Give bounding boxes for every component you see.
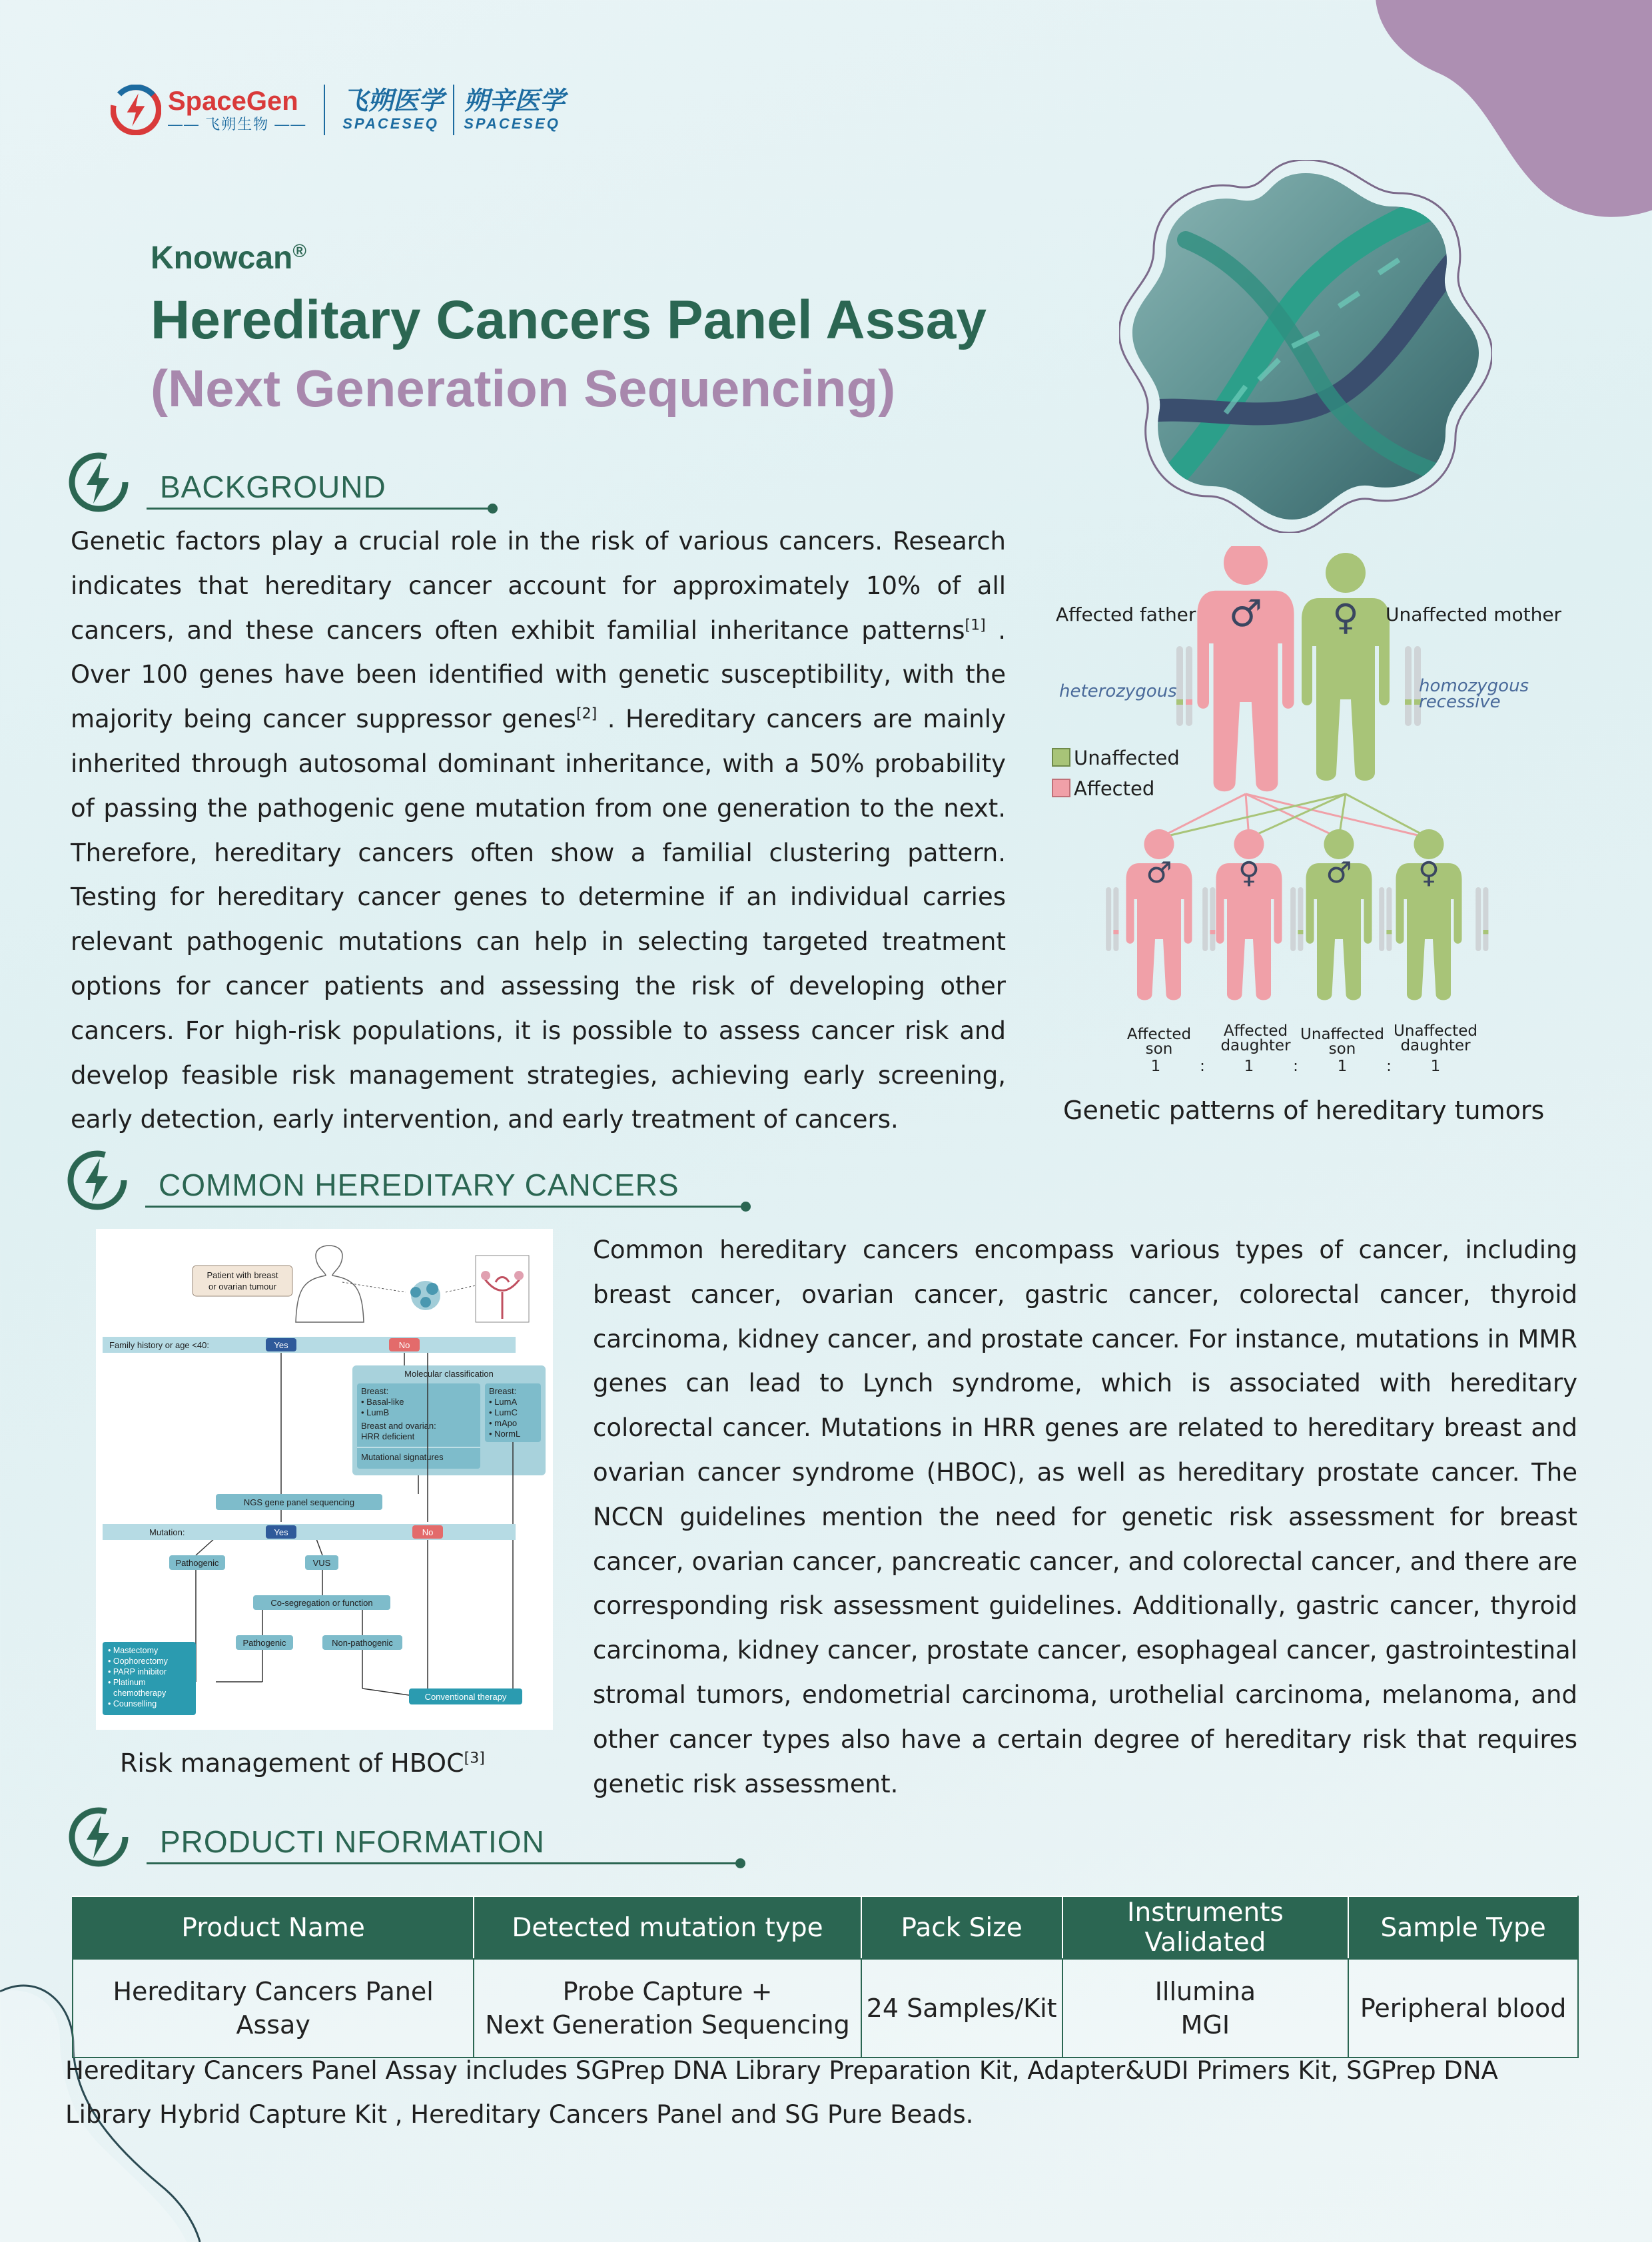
svg-text:Mutational signatures: Mutational signatures — [361, 1452, 444, 1462]
company-name: SpaceGen — [168, 87, 298, 116]
section-title: COMMON HEREDITARY CANCERS — [159, 1168, 679, 1202]
label-child3: Unaffected — [1300, 1026, 1384, 1043]
svg-text:NGS gene panel sequencing: NGS gene panel sequencing — [243, 1497, 355, 1507]
spacegen-logo-icon — [111, 85, 161, 135]
product-section-header — [67, 1805, 746, 1872]
logo-divider — [453, 85, 454, 135]
svg-text:• LumB: • LumB — [361, 1407, 390, 1417]
section-logo-icon — [67, 1805, 131, 1869]
table-header-row — [73, 1896, 1578, 1959]
svg-text:♂: ♂ — [1326, 856, 1352, 890]
svg-text:Mutation:: Mutation: — [149, 1527, 185, 1537]
cell-product-name: Hereditary Cancers Panel Assay — [73, 1959, 474, 2057]
svg-text:♂: ♂ — [1228, 592, 1263, 635]
col-header: Sample Type — [1348, 1896, 1578, 1959]
section-dot — [735, 1858, 745, 1868]
col-header: Instruments Validated — [1062, 1896, 1349, 1959]
svg-text:• LumC: • LumC — [489, 1407, 518, 1417]
hboc-caption: Risk management of HBOC[3] — [120, 1748, 485, 1778]
label-child2: Affected — [1223, 1022, 1288, 1040]
svg-text:chemotherapy: chemotherapy — [113, 1688, 167, 1698]
svg-text:1: 1 — [1430, 1058, 1441, 1075]
section-dot — [741, 1202, 751, 1212]
col-header: Pack Size — [861, 1896, 1062, 1959]
svg-text:son: son — [1145, 1040, 1173, 1058]
svg-text:or ovarian tumour: or ovarian tumour — [208, 1282, 276, 1292]
svg-text:son: son — [1328, 1040, 1356, 1058]
product-table — [72, 1896, 1579, 2058]
svg-text:Non-pathogenic: Non-pathogenic — [332, 1638, 393, 1648]
section-logo-icon — [65, 1148, 129, 1212]
label-recessive: recessive — [1419, 692, 1501, 712]
pedigree-diagram — [1046, 546, 1585, 1106]
svg-text:Breast:: Breast: — [489, 1386, 517, 1396]
svg-text:No: No — [398, 1340, 410, 1350]
mother-figure — [1302, 553, 1390, 781]
svg-text:♀: ♀ — [1238, 856, 1260, 890]
svg-text:• Basal-like: • Basal-like — [361, 1397, 404, 1407]
svg-text:daughter: daughter — [1400, 1037, 1471, 1054]
svg-text:No: No — [422, 1527, 434, 1537]
background-paragraph: Genetic factors play a crucial role in the risk of various cancers. Research indicates that hereditary cancer account for approximately 10% of all cancers, and these cancers often exhibit familial inheritance patterns[1] . Over 100 genes have been identified with genetic susceptibility, with the majority being cancer suppressor genes[2] . Hereditary cancers are mainly inherited through autosomal dominant inheritance, with a 50% probability of passing the pathogenic gene mutation from one generation to the next. Therefore, hereditary cancers often show a familial clustering pattern. Testing for hereditary cancer genes to determine if an individual carries relevant pathogenic mutations can help in selecting targeted treatment options for cancer patients and assessing the risk of developing other cancers. For high-risk populations, it is possible to assess cancer risk and develop feasible risk management strategies, achieving early screening, early detection, early intervention, and early treatment of cancers. — [71, 527, 1007, 1134]
legend-affected: Affected — [1074, 777, 1155, 800]
label-child1: Affected — [1126, 1026, 1192, 1043]
svg-text:• Platinum: • Platinum — [108, 1678, 146, 1687]
background-section-header — [67, 450, 500, 517]
company-sub: —— 飞朔生物 —— — [168, 116, 307, 133]
section-underline — [145, 1206, 745, 1208]
svg-text:1: 1 — [1150, 1058, 1161, 1075]
logo-divider — [324, 85, 325, 135]
dna-helix-image — [1119, 160, 1492, 533]
cell-instruments: Illumina MGI — [1062, 1959, 1349, 2057]
svg-text:Pathogenic: Pathogenic — [242, 1638, 286, 1648]
svg-text:1: 1 — [1244, 1058, 1254, 1075]
section-title: PRODUCTI NFORMATION — [160, 1824, 545, 1859]
pedigree-caption: Genetic patterns of hereditary tumors — [1063, 1096, 1545, 1125]
legend-unaffected: Unaffected — [1074, 747, 1180, 769]
svg-text:HRR deficient: HRR deficient — [361, 1431, 415, 1441]
section-underline — [147, 508, 492, 510]
svg-text:1: 1 — [1337, 1058, 1348, 1075]
svg-text:daughter: daughter — [1220, 1037, 1291, 1054]
col-header: Product Name — [73, 1896, 474, 1959]
section-underline — [147, 1862, 739, 1864]
cell-pack-size: 24 Samples/Kit — [861, 1959, 1062, 2057]
common-section-header — [65, 1148, 751, 1215]
svg-text:• mApo: • mApo — [489, 1418, 518, 1428]
svg-text:• PARP inhibitor: • PARP inhibitor — [108, 1667, 167, 1677]
svg-text::: : — [1386, 1058, 1392, 1075]
svg-text:VUS: VUS — [312, 1558, 331, 1568]
page-title: Hereditary Cancers Panel Assay — [151, 290, 987, 350]
cell-mutation-type: Probe Capture + Next Generation Sequencing — [474, 1959, 861, 2057]
label-father: Affected father — [1056, 603, 1196, 625]
page-subtitle: (Next Generation Sequencing) — [151, 359, 896, 418]
col-header: Detected mutation type — [474, 1896, 861, 1959]
table-row — [73, 1959, 1578, 2057]
svg-text:Breast and ovarian:: Breast and ovarian: — [361, 1421, 436, 1431]
section-dot — [488, 504, 498, 514]
svg-text:• Oophorectomy: • Oophorectomy — [108, 1657, 168, 1666]
father-figure — [1197, 546, 1294, 791]
svg-text:♀: ♀ — [1332, 596, 1359, 638]
svg-text:Breast:: Breast: — [361, 1386, 389, 1396]
section-logo-icon — [67, 450, 131, 514]
common-paragraph: Common hereditary cancers encompass various types of cancer, including breast cancer, ovarian cancer, gastric cancer, colorectal cancer, thyroid carcinoma, kidney cancer, and prostate cancer. For instance, mutations in MMR genes can lead to Lynch syndrome, which is associated with hereditary colorectal cancer. Mutations in HRR genes are related to hereditary breast and ovarian cancer syndrome (HBOC), as well as hereditary prostate cancer. The NCCN guidelines mention the need for genetic risk assessment for breast cancer, ovarian cancer, pancreatic cancer, and colorectal cancer, and there are corresponding risk assessment guidelines. Additionally, gastric cancer, thyroid carcinoma, kidney cancer, prostate cancer, esophageal cancer, gastrointestinal stromal tumors, endometrial carcinoma, urothelial carcinoma, melanoma, and other cancer types also have a certain degree of hereditary risk that requires genetic risk assessment. — [593, 1236, 1577, 1798]
svg-text:Yes: Yes — [274, 1527, 288, 1537]
header-logos — [111, 80, 565, 140]
svg-text:Patient with breast: Patient with breast — [206, 1270, 278, 1280]
brand-title: Knowcan® — [151, 240, 306, 276]
section-title: BACKGROUND — [160, 470, 386, 504]
label-homozygous: homozygous — [1419, 676, 1529, 696]
svg-text:Yes: Yes — [274, 1340, 288, 1350]
svg-text:Family history or age <40:: Family history or age <40: — [109, 1340, 209, 1350]
svg-text:♀: ♀ — [1418, 856, 1440, 890]
svg-text:Conventional therapy: Conventional therapy — [424, 1692, 507, 1702]
svg-text:Molecular classification: Molecular classification — [404, 1369, 494, 1379]
hboc-flowchart — [96, 1229, 553, 1730]
label-mother: Unaffected mother — [1386, 603, 1562, 625]
svg-text::: : — [1200, 1058, 1205, 1075]
svg-text:• LumA: • LumA — [489, 1397, 518, 1407]
svg-text:• NormL: • NormL — [489, 1429, 521, 1439]
svg-text:♂: ♂ — [1146, 856, 1172, 890]
svg-text:• Counselling: • Counselling — [108, 1699, 157, 1708]
svg-text:Co-segregation or function: Co-segregation or function — [270, 1598, 373, 1608]
svg-text:Pathogenic: Pathogenic — [175, 1558, 219, 1568]
svg-text::: : — [1293, 1058, 1298, 1075]
product-note: Hereditary Cancers Panel Assay includes SGPrep DNA Library Preparation Kit, Adapter&UDI Primers Kit, SGPrep DNA Library Hybrid Capture Kit , Hereditary Cancers Panel and SG Pure Beads. — [65, 2056, 1498, 2129]
label-heterozygous: heterozygous — [1059, 681, 1177, 701]
brand2-en: SPACESEQ — [464, 115, 560, 132]
brand1-cn: 飞朔医学 — [342, 87, 444, 115]
brand1-en: SPACESEQ — [342, 115, 439, 132]
cell-sample-type: Peripheral blood — [1348, 1959, 1578, 2057]
brand2-cn: 朔辛医学 — [464, 87, 566, 115]
label-child4: Unaffected — [1394, 1022, 1477, 1040]
svg-text:• Mastectomy: • Mastectomy — [108, 1646, 159, 1655]
